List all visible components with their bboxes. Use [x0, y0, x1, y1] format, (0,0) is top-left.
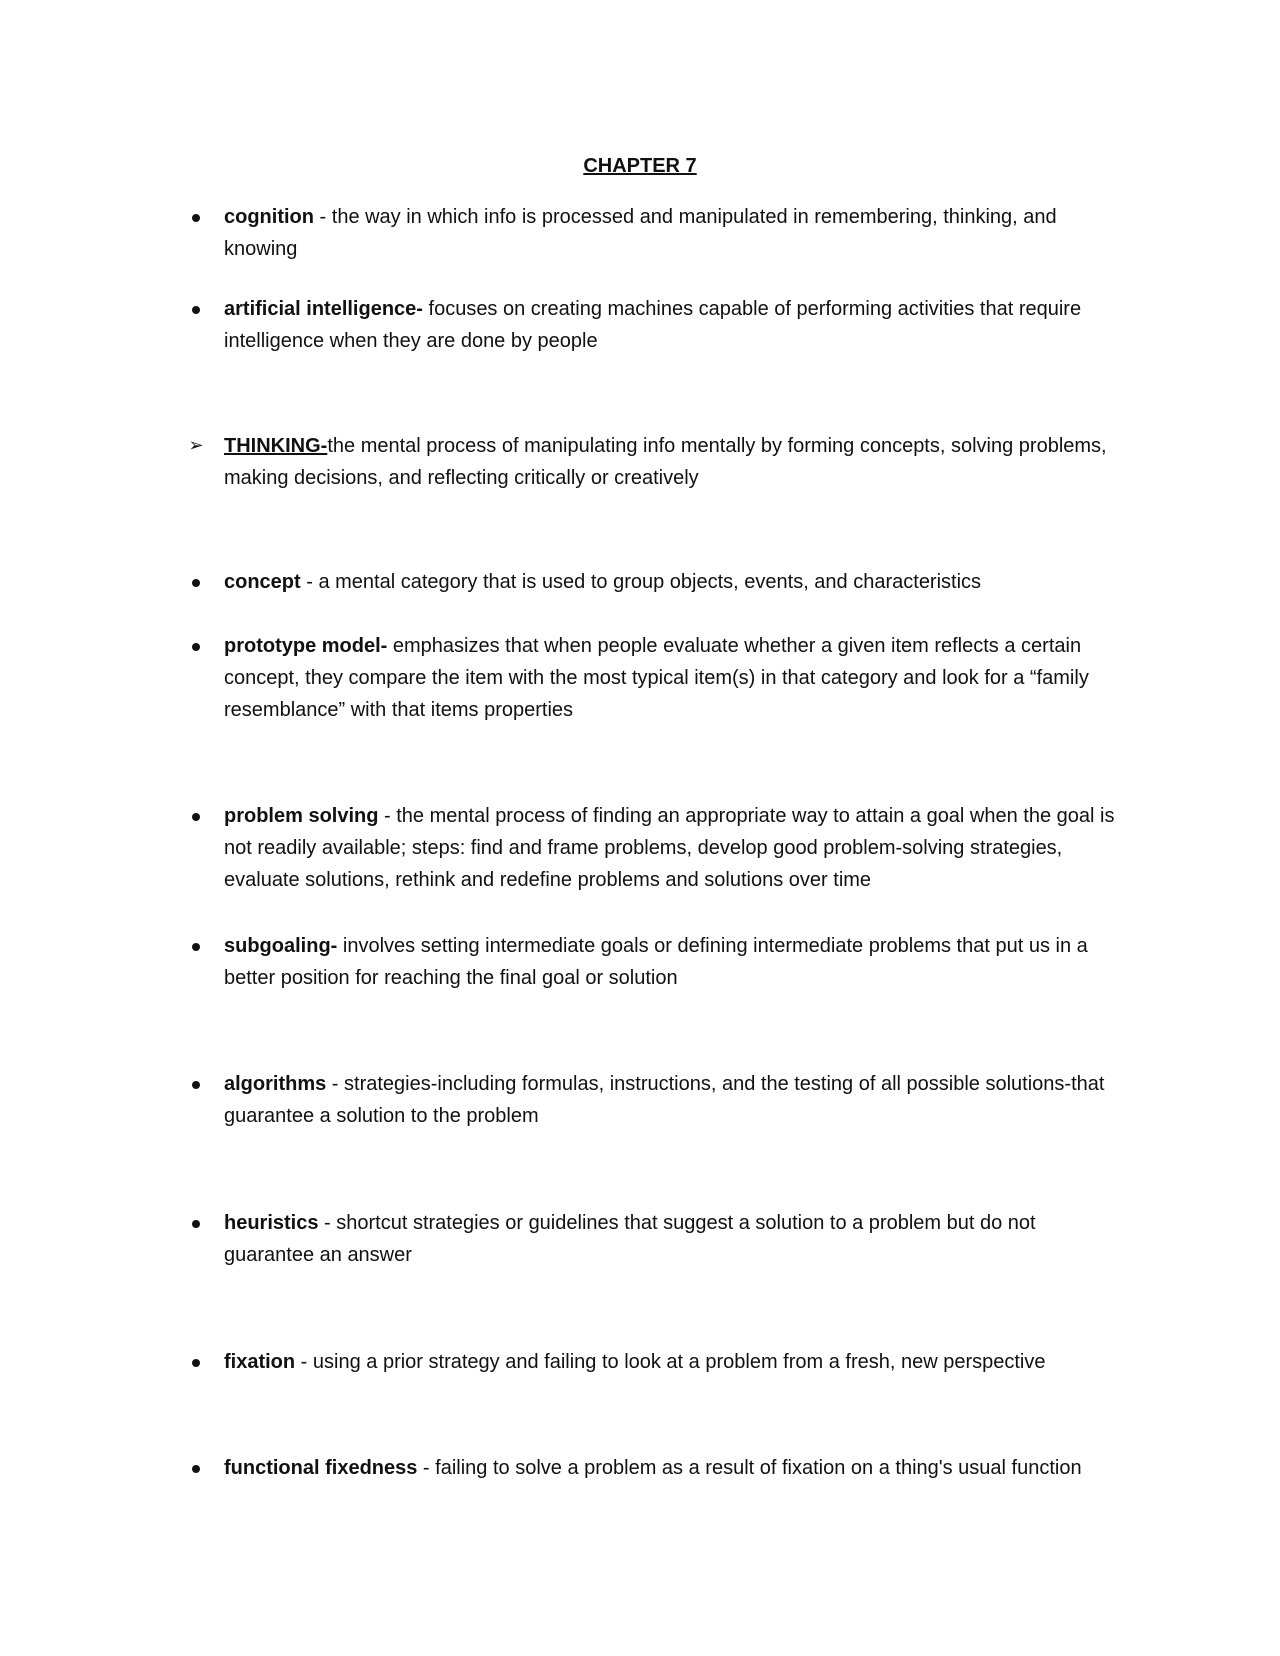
list-item-cognition: [224, 201, 1124, 265]
definition: - strategies-including formulas, instructions, and the testing of all possible solutions-that guarantee a solution to the problem: [224, 1073, 1105, 1127]
definition: - a mental category that is used to group objects, events, and characteristics: [300, 571, 982, 593]
bullet-icon: [186, 630, 206, 662]
list-item-problem-solving: [224, 800, 1124, 896]
list-item-thinking: [188, 430, 1124, 494]
term: functional fixedness: [224, 1457, 418, 1479]
bullet-icon: [186, 1452, 206, 1484]
bullet-icon: [186, 293, 206, 325]
list-item-concept: [224, 566, 1124, 598]
list-item-prototype-model: [224, 630, 1124, 726]
bullet-icon: [186, 566, 206, 598]
definition: involves setting intermediate goals or defining intermediate problems that put us in a better position for reaching the final goal or solution: [224, 935, 1088, 989]
bullet-icon: [186, 800, 206, 832]
definition: - using a prior strategy and failing to look at a problem from a fresh, new perspective: [295, 1351, 1046, 1373]
definition: the mental process of manipulating info mentally by forming concepts, solving problems, making decisions, and reflecting critically or creatively: [224, 435, 1107, 489]
term: THINKING-: [224, 435, 328, 457]
list-item-algorithms: [224, 1068, 1124, 1132]
definition: emphasizes that when people evaluate whether a given item reflects a certain concept, they compare the item with the most typical item(s) in that category and look for a “family resemblance” with that items properties: [224, 635, 1089, 721]
term: concept: [224, 571, 301, 593]
term: problem solving: [224, 805, 379, 827]
bullet-icon: [186, 1346, 206, 1378]
term: subgoaling-: [224, 935, 338, 957]
definition: - shortcut strategies or guidelines that suggest a solution to a problem but do not guarantee an answer: [224, 1212, 1036, 1266]
list-item-subgoaling: [224, 930, 1124, 994]
list-item-functional-fixedness: [224, 1452, 1124, 1484]
chapter-title: CHAPTER 7: [583, 155, 697, 177]
arrow-bullet-icon: ➢: [188, 435, 204, 456]
bullet-icon: [186, 1068, 206, 1100]
definition: - the way in which info is processed and manipulated in remembering, thinking, and knowing: [224, 206, 1057, 260]
bullet-icon: [186, 201, 206, 233]
list-item-artificial-intelligence: [224, 293, 1124, 357]
list-item-fixation: [224, 1346, 1124, 1378]
definition: focuses on creating machines capable of performing activities that require intelligence when they are done by people: [224, 298, 1082, 352]
term: cognition: [224, 206, 314, 228]
definition: - failing to solve a problem as a result of fixation on a thing's usual function: [417, 1457, 1082, 1479]
definition: - the mental process of finding an appropriate way to attain a goal when the goal is not readily available; steps: find and frame problems, develop good problem-solving strategies, evaluate solutions, rethink and redefine problems and solutions over time: [224, 805, 1115, 891]
term: heuristics: [224, 1212, 319, 1234]
term: algorithms: [224, 1073, 327, 1095]
term: artificial intelligence-: [224, 298, 423, 320]
bullet-icon: [186, 930, 206, 962]
term: prototype model-: [224, 635, 388, 657]
bullet-icon: [186, 1207, 206, 1239]
term: fixation: [224, 1351, 296, 1373]
list-item-heuristics: [224, 1207, 1124, 1271]
